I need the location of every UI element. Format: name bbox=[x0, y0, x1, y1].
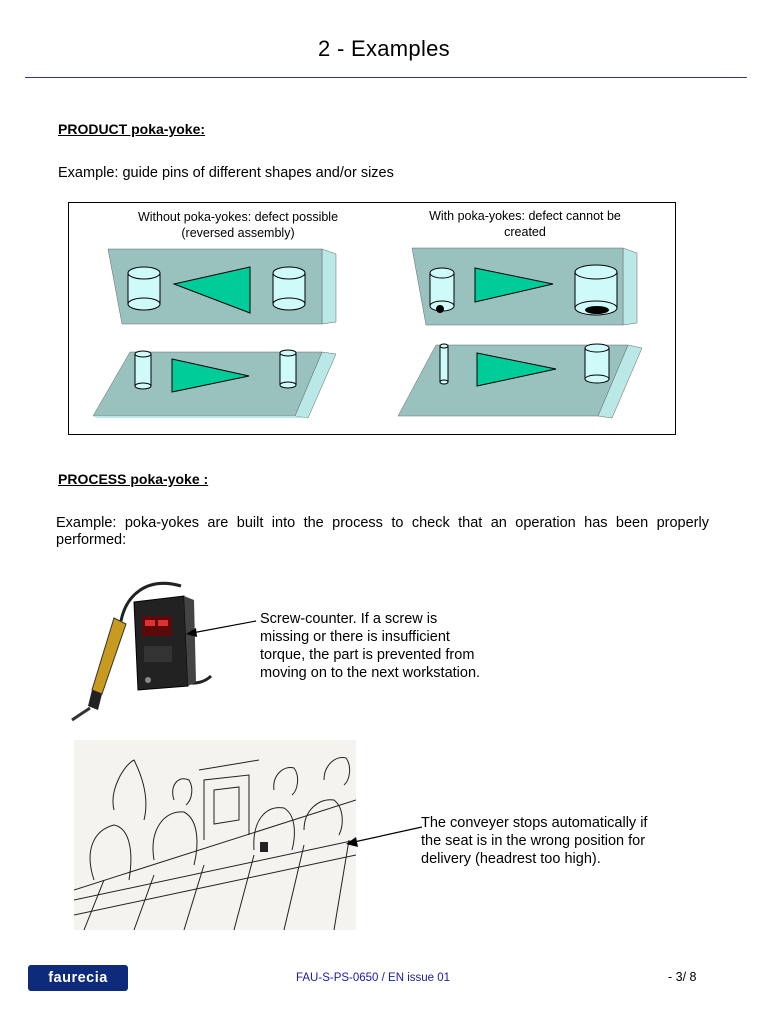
process-heading: PROCESS poka-yoke : bbox=[58, 471, 209, 487]
footer-document-reference: FAU-S-PS-0650 / EN issue 01 bbox=[296, 972, 451, 984]
footer-page-number: - 3/ 8 bbox=[668, 970, 697, 984]
product-example-text: Example: guide pins of different shapes and/or sizes bbox=[58, 165, 394, 181]
caption-with-poka-yoke: With poka-yokes: defect cannot be created bbox=[429, 209, 621, 239]
faurecia-logo: faurecia bbox=[28, 965, 128, 991]
product-heading: PRODUCT poka-yoke: bbox=[58, 121, 206, 137]
screw-counter-image bbox=[66, 576, 226, 726]
conveyer-sketch-image bbox=[74, 740, 356, 930]
process-example-text: Example: poka-yokes are built into the process to check that an operation has been properly performed: bbox=[56, 515, 709, 548]
title-divider bbox=[25, 77, 747, 78]
pointer-arrow-screw-counter bbox=[182, 617, 262, 647]
page-title: 2 - Examples bbox=[318, 36, 450, 61]
caption-without-poka-yoke: Without poka-yokes: defect possible (reversed assembly) bbox=[137, 210, 339, 240]
pointer-arrow-conveyer bbox=[342, 823, 432, 853]
screw-counter-description: Screw-counter. If a screw is missing or there is insufficient torque, the part is prevented from moving on to the next workstation. bbox=[260, 611, 481, 681]
conveyer-description: The conveyer stops automatically if the seat is in the wrong position for delivery (headrest too high). bbox=[421, 815, 648, 867]
